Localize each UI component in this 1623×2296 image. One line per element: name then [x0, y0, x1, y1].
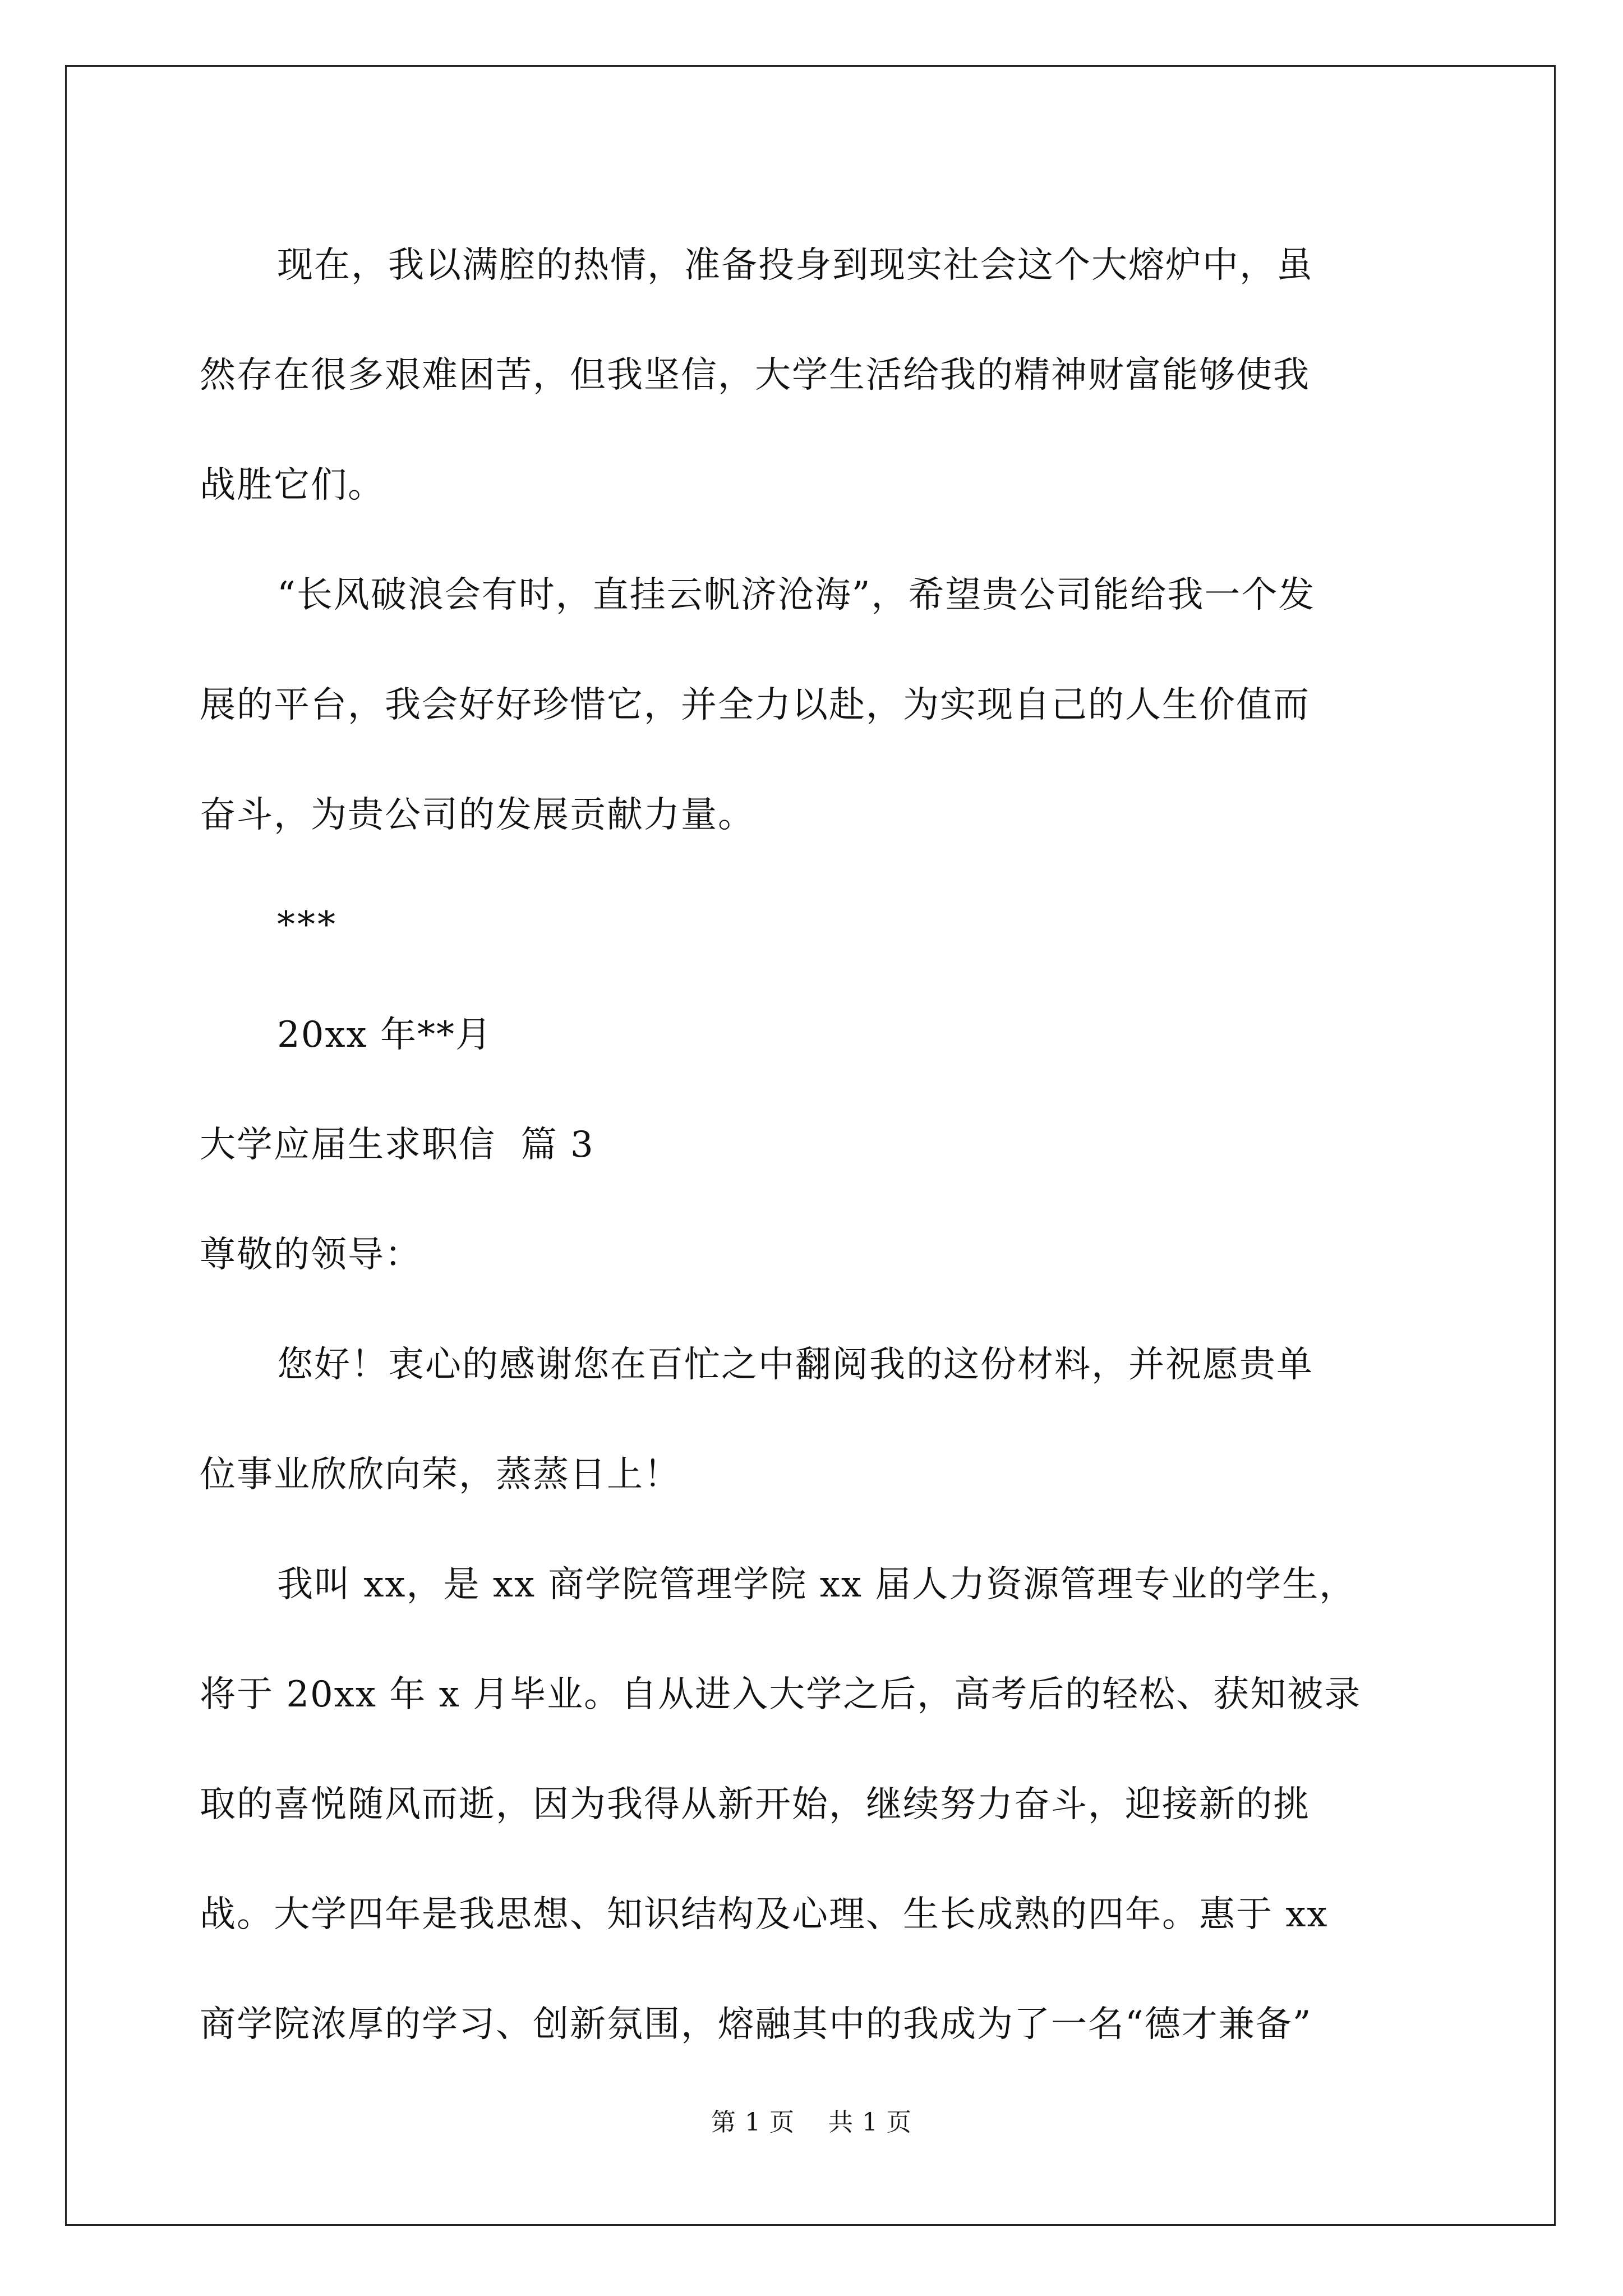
- text-line: 我叫 xx，是 xx 商学院管理学院 xx 届人力资源管理专业的学生，: [277, 1564, 1357, 1605]
- text-line: 然存在很多艰难困苦，但我坚信，大学生活给我的精神财富能够使我: [200, 355, 1310, 396]
- text-line: 您好！衷心的感谢您在百忙之中翻阅我的这份材料，并祝愿贵单: [277, 1344, 1313, 1386]
- text-line: 战胜它们。: [200, 464, 385, 506]
- text-line: 将于 20xx 年 x 月毕业。自从进入大学之后，高考后的轻松、获知被录: [200, 1674, 1362, 1715]
- heading-text: 大学应届生求职信 篇 3: [200, 1124, 594, 1166]
- paragraph: [200, 540, 1428, 870]
- page-number: 第 1 页 共 1 页: [711, 2108, 912, 2137]
- paragraph: [200, 210, 1428, 540]
- section-heading: [200, 1090, 1428, 1200]
- text-line: 战。大学四年是我思想、知识结构及心理、生长成熟的四年。惠于 xx: [200, 1894, 1329, 1935]
- salutation-text: 尊敬的领导：: [200, 1234, 422, 1276]
- paragraph: [200, 1310, 1428, 1530]
- text-line: 取的喜悦随风而逝，因为我得从新开始，继续努力奋斗，迎接新的挑: [200, 1784, 1310, 1825]
- text-line: 商学院浓厚的学习、创新氛围，熔融其中的我成为了一名“德才兼备”: [200, 2004, 1312, 2045]
- salutation: [200, 1200, 1428, 1310]
- text-line: 位事业欣欣向荣，蒸蒸日上！: [200, 1454, 681, 1496]
- date-line: 20xx 年**月: [277, 1014, 492, 1056]
- signature-name: [200, 870, 1428, 980]
- text-line: “长风破浪会有时，直挂云帆济沧海”，希望贵公司能给我一个发: [277, 574, 1316, 616]
- document-body: [200, 210, 1428, 2079]
- text-line: 展的平台，我会好好珍惜它，并全力以赴，为实现自己的人生价值而: [200, 684, 1310, 726]
- signature-date: [200, 980, 1428, 1090]
- text-line: 现在，我以满腔的热情，准备投身到现实社会这个大熔炉中，虽: [277, 245, 1313, 286]
- text-line: 奋斗，为贵公司的发展贡献力量。: [200, 794, 755, 836]
- paragraph: [200, 1530, 1428, 2079]
- signature-placeholder: ***: [277, 904, 338, 946]
